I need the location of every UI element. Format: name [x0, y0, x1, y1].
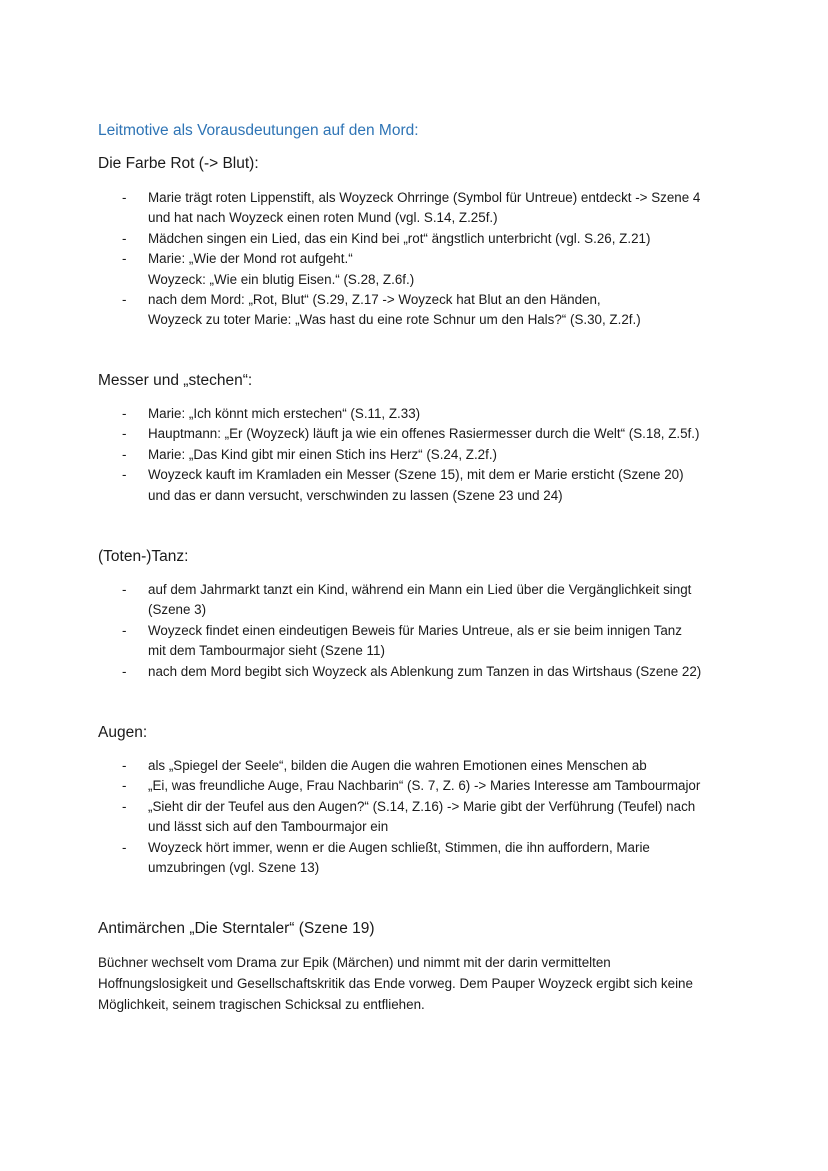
list-item	[122, 290, 762, 331]
list-item-line: Woyzeck hört immer, wenn er die Augen schließt, Stimmen, die ihn auffordern, Marie	[148, 839, 650, 855]
list-item	[122, 797, 762, 838]
paragraph-line: Möglichkeit, seinem tragischen Schicksal zu entfliehen.	[98, 997, 425, 1012]
bullet-dash: -	[122, 467, 127, 483]
list-item	[122, 404, 762, 424]
list-item	[122, 621, 762, 662]
list-item-line: mit dem Tambourmajor sieht (Szene 11)	[148, 643, 385, 659]
section-heading-messer: Messer und „stechen“:	[98, 372, 253, 389]
paragraph-antimaerchen	[98, 952, 738, 1015]
paragraph-line: Hoffnungslosigkeit und Gesellschaftskritik das Ende vorweg. Dem Pauper Woyzeck ergibt sich keine	[98, 976, 693, 991]
bullet-dash: -	[122, 758, 127, 773]
bullet-dash: -	[122, 292, 127, 308]
list-augen	[122, 756, 762, 878]
list-messer	[122, 404, 762, 506]
list-item-line: Mädchen singen ein Lied, das ein Kind bei „rot“ ängstlich unterbricht (vgl. S.26, Z.21)	[148, 230, 651, 246]
section-heading-antimaerchen: Antimärchen „Die Sterntaler“ (Szene 19)	[98, 920, 375, 937]
bullet-dash: -	[122, 406, 127, 421]
document-title: Leitmotive als Vorausdeutungen auf den Mord:	[98, 122, 419, 139]
list-item-line: Hauptmann: „Er (Woyzeck) läuft ja wie ein offenes Rasiermesser durch die Welt“ (S.18, Z.5f.)	[148, 426, 700, 442]
list-item	[122, 756, 762, 776]
list-item	[122, 249, 762, 290]
list-item	[122, 776, 762, 796]
list-item-line: und hat nach Woyzeck einen roten Mund (vgl. S.14, Z.25f.)	[148, 210, 498, 226]
paragraph-line: Büchner wechselt vom Drama zur Epik (Märchen) und nimmt mit der darin vermittelten	[98, 955, 611, 970]
list-item-line: (Szene 3)	[148, 602, 207, 618]
bullet-dash: -	[122, 230, 127, 246]
bullet-dash: -	[122, 426, 127, 442]
list-item-line: „Sieht dir der Teufel aus den Augen?“ (S.14, Z.16) -> Marie gibt der Verführung (Teufel) nach	[148, 798, 696, 814]
bullet-dash: -	[122, 582, 127, 597]
section-heading-augen: Augen:	[98, 724, 148, 741]
list-item	[122, 188, 762, 229]
list-item-line: umzubringen (vgl. Szene 13)	[148, 860, 320, 876]
list-item	[122, 838, 762, 879]
list-item-line: Marie: „Das Kind gibt mir einen Stich ins Herz“ (S.24, Z.2f.)	[148, 446, 498, 462]
list-item-line: nach dem Mord: „Rot, Blut“ (S.29, Z.17 -> Woyzeck hat Blut an den Händen,	[148, 292, 601, 308]
list-item-line: „Ei, was freundliche Auge, Frau Nachbarin“ (S. 7, Z. 6) -> Maries Interesse am Tambourmajor	[148, 778, 701, 794]
list-item-line: Marie: „Wie der Mond rot aufgeht.“	[148, 251, 353, 267]
section-heading-totentanz: (Toten-)Tanz:	[98, 548, 189, 565]
list-item-line: und das er dann versucht, verschwinden zu lassen (Szene 23 und 24)	[148, 487, 563, 503]
bullet-dash: -	[122, 446, 127, 462]
list-item-line: Woyzeck: „Wie ein blutig Eisen.“ (S.28, Z.6f.)	[148, 271, 415, 287]
bullet-dash: -	[122, 622, 127, 638]
list-item	[122, 424, 762, 444]
list-item	[122, 229, 762, 249]
bullet-dash: -	[122, 839, 127, 855]
list-item-line: nach dem Mord begibt sich Woyzeck als Ablenkung zum Tanzen in das Wirtshaus (Szene 22)	[148, 663, 702, 679]
section-heading-farbe-rot: Die Farbe Rot (-> Blut):	[98, 155, 259, 172]
list-item	[122, 580, 762, 621]
list-totentanz	[122, 580, 762, 682]
list-item-line: auf dem Jahrmarkt tanzt ein Kind, während ein Mann ein Lied über die Vergänglichkeit singt	[148, 582, 692, 597]
list-item	[122, 662, 762, 682]
list-item-line: Marie: „Ich könnt mich erstechen“ (S.11, Z.33)	[148, 406, 421, 421]
list-item-line: als „Spiegel der Seele“, bilden die Augen die wahren Emotionen eines Menschen ab	[148, 758, 647, 773]
list-item-line: Woyzeck findet einen eindeutigen Beweis für Maries Untreue, als er sie beim innigen Tanz	[148, 622, 682, 638]
list-item-line: Woyzeck zu toter Marie: „Was hast du eine rote Schnur um den Hals?“ (S.30, Z.2f.)	[148, 312, 641, 328]
bullet-dash: -	[122, 798, 127, 814]
list-item-line: Marie trägt roten Lippenstift, als Woyzeck Ohrringe (Symbol für Untreue) entdeckt -> Szene 4	[148, 190, 701, 205]
list-item	[122, 465, 762, 506]
bullet-dash: -	[122, 663, 127, 679]
bullet-dash: -	[122, 190, 127, 205]
list-farbe-rot	[122, 188, 762, 331]
list-item	[122, 445, 762, 465]
list-item-line: und lässt sich auf den Tambourmajor ein	[148, 819, 389, 835]
list-item-line: Woyzeck kauft im Kramladen ein Messer (Szene 15), mit dem er Marie ersticht (Szene 20)	[148, 467, 684, 483]
bullet-dash: -	[122, 251, 127, 267]
bullet-dash: -	[122, 778, 127, 794]
